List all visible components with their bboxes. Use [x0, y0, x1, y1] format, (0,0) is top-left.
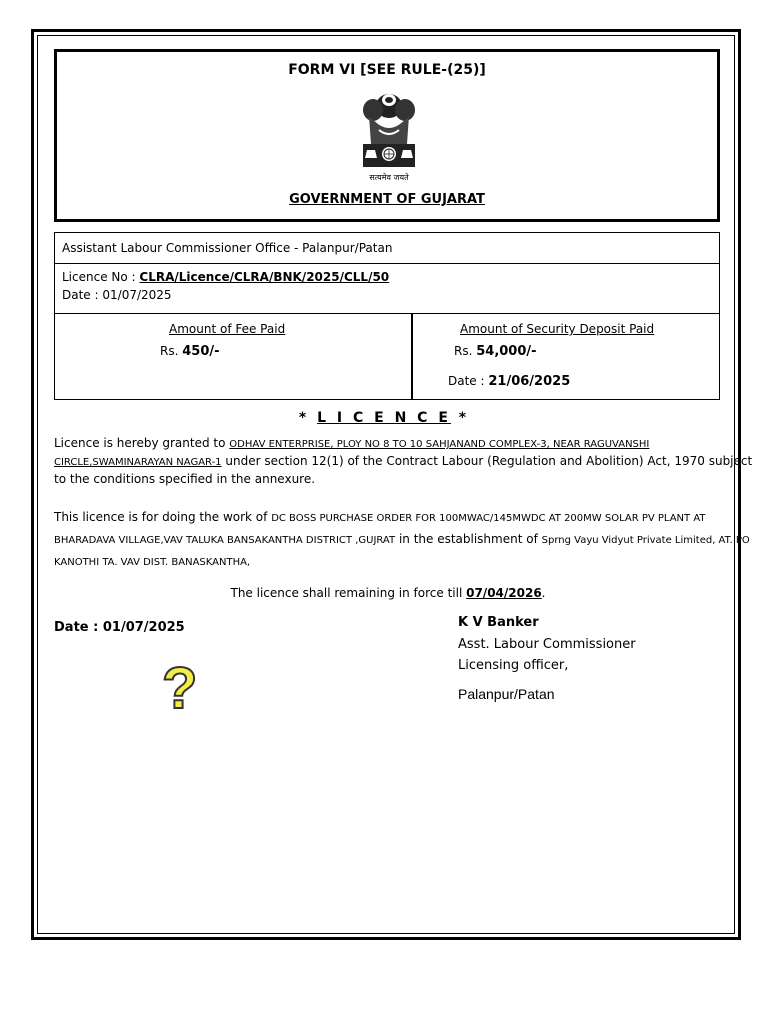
- government-title: GOVERNMENT OF GUJARAT: [289, 192, 485, 207]
- emblem-motto: सत्यमेव जयते: [369, 173, 409, 182]
- establishment-name: Sprng Vayu Vidyut Private Limited, AT. PO KANOTHI TA. VAV DIST. BANASKANTHA,: [54, 535, 750, 568]
- grant-text-2: under section 12(1) of the Contract Labour (Regulation and Abolition) Act, 1970 subject to the conditions specified in the annexure.: [54, 454, 753, 486]
- licence-number-line: [62, 270, 389, 284]
- deposit-amount-line: [454, 344, 537, 359]
- licence-heading-text: L I C E N C E: [317, 410, 451, 426]
- signatory-name: K V Banker: [458, 615, 539, 630]
- licence-number: CLRA/Licence/CLRA/BNK/2025/CLL/50: [139, 270, 390, 284]
- signature-date-line: [54, 620, 185, 635]
- issue-date: 01/07/2025: [102, 288, 172, 302]
- signatory-place: Palanpur/Patan: [458, 686, 555, 702]
- grant-text-1: Licence is hereby granted to: [54, 436, 226, 450]
- deposit-date: 21/06/2025: [488, 374, 571, 389]
- fee-box: [54, 313, 720, 400]
- work-text-1: This licence is for doing the work of: [54, 510, 268, 524]
- fee-heading: Amount of Fee Paid: [169, 322, 286, 336]
- deposit-amount: 54,000/-: [476, 344, 537, 359]
- fee-amount-line: [160, 344, 220, 359]
- issue-date-label: Date :: [62, 288, 99, 302]
- deposit-date-line: [448, 374, 570, 389]
- signature-date-label: Date :: [54, 620, 99, 635]
- form-title: FORM VI [SEE RULE-(25)]: [288, 62, 486, 78]
- fee-divider: [411, 314, 413, 399]
- fee-amount: 450/-: [182, 344, 220, 359]
- deposit-heading: Amount of Security Deposit Paid: [460, 322, 655, 336]
- work-paragraph: [54, 507, 754, 573]
- deposit-currency: Rs.: [454, 344, 473, 358]
- office-box: [54, 232, 720, 314]
- signatory-designation: Asst. Labour Commissioner: [458, 637, 636, 652]
- grantee-name: ODHAV ENTERPRISE, PLOY NO 8 TO 10 SAHJANAND COMPLEX-3, NEAR RAGUVANSHI CIRCLE,SWAMINARAYAN NAGAR-1: [54, 439, 650, 468]
- work-text-2: in the establishment of: [398, 532, 538, 546]
- issue-date-line: [62, 288, 172, 302]
- validity-text: The licence shall remaining in force till: [230, 586, 463, 600]
- deposit-date-label: Date :: [448, 374, 485, 388]
- validity-date: 07/04/2026: [466, 586, 542, 600]
- licence-heading: * L I C E N C E *: [298, 410, 470, 426]
- signature-date: 01/07/2025: [102, 620, 185, 635]
- question-mark-icon: ?: [162, 656, 198, 721]
- licence-no-label: Licence No :: [62, 270, 136, 284]
- validity-line: The licence shall remaining in force till 07/04/2026.: [230, 586, 546, 600]
- signatory-role: Licensing officer,: [458, 658, 569, 673]
- fee-currency: Rs.: [160, 344, 179, 358]
- national-emblem-icon: [349, 86, 429, 186]
- work-description: DC BOSS PURCHASE ORDER FOR 100MWAC/145MWDC AT 200MW SOLAR PV PLANT AT BHARADAVA VILLAGE,VAV TALUKA BANSAKANTHA DISTRICT ,GUJRAT: [54, 513, 706, 546]
- header-box: [54, 49, 720, 222]
- grant-paragraph: [54, 435, 754, 488]
- office-name: Assistant Labour Commissioner Office - Palanpur/Patan: [55, 233, 719, 264]
